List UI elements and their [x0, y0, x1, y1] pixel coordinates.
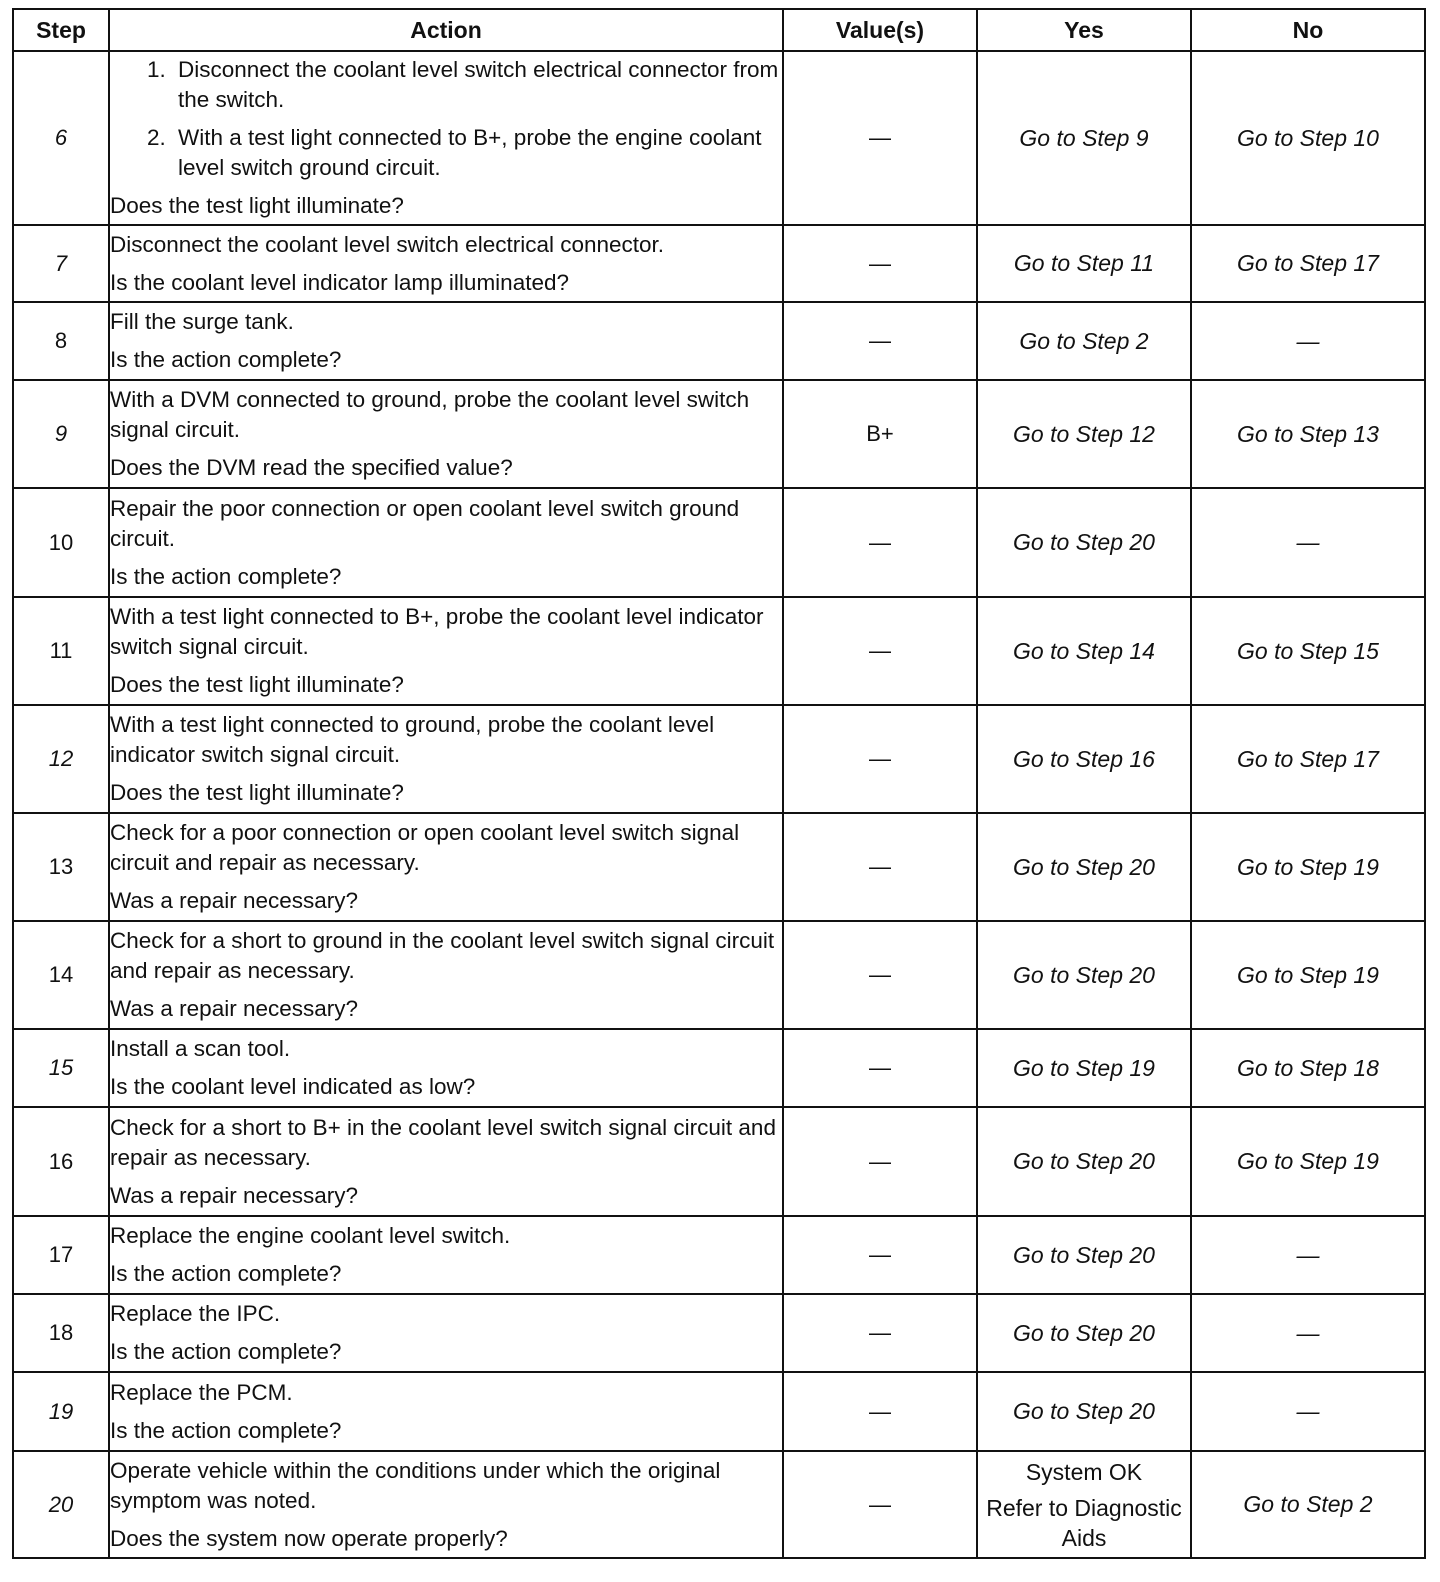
yes-cell: Go to Step 16: [977, 705, 1191, 813]
header-values: Value(s): [783, 9, 977, 51]
action-cell: [109, 51, 783, 225]
action-text: With a DVM connected to ground, probe the coolant level switch signal circuit.: [110, 387, 750, 442]
yes-line: Refer to Diagnostic Aids: [986, 1494, 1182, 1551]
diagnostic-table-page: [12, 8, 1426, 1559]
table-row: [13, 302, 1425, 380]
action-text: Check for a poor connection or open coolant level switch signal circuit and repair as necessary.: [110, 820, 740, 875]
yes-cell: [977, 1451, 1191, 1558]
action-cell: [109, 380, 783, 488]
value-cell: —: [783, 1029, 977, 1107]
value-cell: —: [783, 1294, 977, 1372]
table-row: [13, 597, 1425, 705]
action-cell: [109, 1451, 783, 1558]
action-cell: [109, 488, 783, 597]
action-cell: [109, 597, 783, 705]
table-row: [13, 1451, 1425, 1558]
action-question: Does the test light illuminate?: [110, 780, 404, 805]
action-question: Is the action complete?: [110, 1339, 342, 1364]
table-row: [13, 1216, 1425, 1294]
action-cell: [109, 1029, 783, 1107]
no-cell: Go to Step 17: [1191, 705, 1425, 813]
table-row: [13, 380, 1425, 488]
action-question: Does the test light illuminate?: [110, 672, 404, 697]
no-cell: Go to Step 17: [1191, 225, 1425, 302]
no-cell: —: [1191, 302, 1425, 380]
table-row: [13, 51, 1425, 225]
action-step-item: 2. With a test light connected to B+, probe the engine coolant level switch ground circuit.: [172, 123, 782, 183]
action-cell: [109, 1107, 783, 1216]
action-cell: [109, 225, 783, 302]
action-question: Is the action complete?: [110, 1417, 342, 1443]
table-row: [13, 1107, 1425, 1216]
action-text: Replace the PCM.: [110, 1379, 293, 1405]
no-cell: Go to Step 18: [1191, 1029, 1425, 1107]
yes-cell: Go to Step 20: [977, 813, 1191, 921]
step-number: 9: [13, 380, 109, 488]
step-number: 8: [13, 302, 109, 380]
table-row: [13, 1294, 1425, 1372]
no-cell: Go to Step 10: [1191, 51, 1425, 225]
step-number: 17: [13, 1216, 109, 1294]
yes-cell: Go to Step 20: [977, 1372, 1191, 1451]
action-text: Check for a short to B+ in the coolant level switch signal circuit and repair as necessary.: [110, 1114, 776, 1170]
action-cell: [109, 705, 783, 813]
no-cell: —: [1191, 488, 1425, 597]
value-cell: —: [783, 921, 977, 1029]
no-cell: Go to Step 19: [1191, 921, 1425, 1029]
header-action: Action: [109, 9, 783, 51]
value-cell: —: [783, 302, 977, 380]
no-cell: Go to Step 15: [1191, 597, 1425, 705]
action-question: Does the system now operate properly?: [110, 1525, 508, 1551]
header-yes: Yes: [977, 9, 1191, 51]
step-number: 19: [13, 1372, 109, 1451]
yes-cell: Go to Step 14: [977, 597, 1191, 705]
action-text: Operate vehicle within the conditions under which the original symptom was noted.: [110, 1457, 721, 1513]
action-text: Disconnect the coolant level switch electrical connector.: [110, 231, 665, 257]
header-no: No: [1191, 9, 1425, 51]
value-cell: —: [783, 488, 977, 597]
step-number: 11: [13, 597, 109, 705]
action-question: Does the DVM read the specified value?: [110, 455, 513, 480]
value-cell: —: [783, 597, 977, 705]
table-row: [13, 813, 1425, 921]
action-question: Is the coolant level indicated as low?: [110, 1074, 476, 1099]
action-cell: [109, 921, 783, 1029]
value-cell: B+: [783, 380, 977, 488]
value-cell: —: [783, 813, 977, 921]
action-step-item: 1. Disconnect the coolant level switch electrical connector from the switch.: [172, 55, 782, 115]
value-cell: —: [783, 1107, 977, 1216]
value-cell: —: [783, 1451, 977, 1558]
action-text: Replace the engine coolant level switch.: [110, 1223, 511, 1248]
action-text: Fill the surge tank.: [110, 309, 294, 334]
yes-cell: Go to Step 20: [977, 1294, 1191, 1372]
step-number: 15: [13, 1029, 109, 1107]
step-number: 20: [13, 1451, 109, 1558]
yes-cell: Go to Step 19: [977, 1029, 1191, 1107]
action-text: Install a scan tool.: [110, 1036, 291, 1061]
yes-cell: Go to Step 20: [977, 921, 1191, 1029]
action-text: Replace the IPC.: [110, 1301, 281, 1326]
no-cell: Go to Step 19: [1191, 813, 1425, 921]
step-number: 12: [13, 705, 109, 813]
yes-cell: Go to Step 9: [977, 51, 1191, 225]
value-cell: —: [783, 1216, 977, 1294]
action-cell: [109, 1294, 783, 1372]
yes-cell: Go to Step 12: [977, 380, 1191, 488]
step-number: 18: [13, 1294, 109, 1372]
table-row: [13, 705, 1425, 813]
action-question: Is the action complete?: [110, 1261, 342, 1286]
table-row: [13, 1029, 1425, 1107]
value-cell: —: [783, 1372, 977, 1451]
action-steps-list: [110, 55, 782, 183]
step-number: 6: [13, 51, 109, 225]
action-cell: [109, 813, 783, 921]
yes-cell: Go to Step 20: [977, 488, 1191, 597]
table-row: [13, 488, 1425, 597]
action-text: Repair the poor connection or open coolant level switch ground circuit.: [110, 495, 740, 551]
action-text: With a test light connected to B+, probe the coolant level indicator switch signal circuit.: [110, 604, 764, 659]
step-number: 16: [13, 1107, 109, 1216]
header-step: Step: [13, 9, 109, 51]
table-row: [13, 921, 1425, 1029]
value-cell: —: [783, 705, 977, 813]
action-cell: [109, 302, 783, 380]
table-row: [13, 1372, 1425, 1451]
yes-cell: Go to Step 11: [977, 225, 1191, 302]
yes-cell: Go to Step 20: [977, 1216, 1191, 1294]
action-question: Was a repair necessary?: [110, 996, 359, 1021]
table-body: [13, 51, 1425, 1558]
action-text: With a test light connected to ground, probe the coolant level indicator switch signal circuit.: [110, 712, 715, 767]
no-cell: —: [1191, 1216, 1425, 1294]
no-cell: Go to Step 13: [1191, 380, 1425, 488]
action-question: Is the coolant level indicator lamp illuminated?: [110, 269, 569, 295]
action-question: Was a repair necessary?: [110, 888, 359, 913]
step-number: 14: [13, 921, 109, 1029]
action-question: Was a repair necessary?: [110, 1182, 359, 1208]
yes-line: System OK: [1025, 1458, 1143, 1485]
no-cell: —: [1191, 1294, 1425, 1372]
step-number: 10: [13, 488, 109, 597]
value-cell: —: [783, 51, 977, 225]
diagnostic-step-table: [12, 8, 1426, 1559]
table-header-row: [13, 9, 1425, 51]
table-row: [13, 225, 1425, 302]
step-number: 13: [13, 813, 109, 921]
action-cell: [109, 1216, 783, 1294]
action-question: Is the action complete?: [110, 347, 342, 372]
yes-cell: Go to Step 2: [977, 302, 1191, 380]
no-cell: Go to Step 2: [1191, 1451, 1425, 1558]
value-cell: —: [783, 225, 977, 302]
no-cell: Go to Step 19: [1191, 1107, 1425, 1216]
action-question: Is the action complete?: [110, 563, 342, 589]
action-text: Check for a short to ground in the coolant level switch signal circuit and repair as necessary.: [110, 928, 775, 983]
no-cell: —: [1191, 1372, 1425, 1451]
step-number: 7: [13, 225, 109, 302]
action-question: Does the test light illuminate?: [110, 193, 404, 218]
action-cell: [109, 1372, 783, 1451]
yes-cell: Go to Step 20: [977, 1107, 1191, 1216]
